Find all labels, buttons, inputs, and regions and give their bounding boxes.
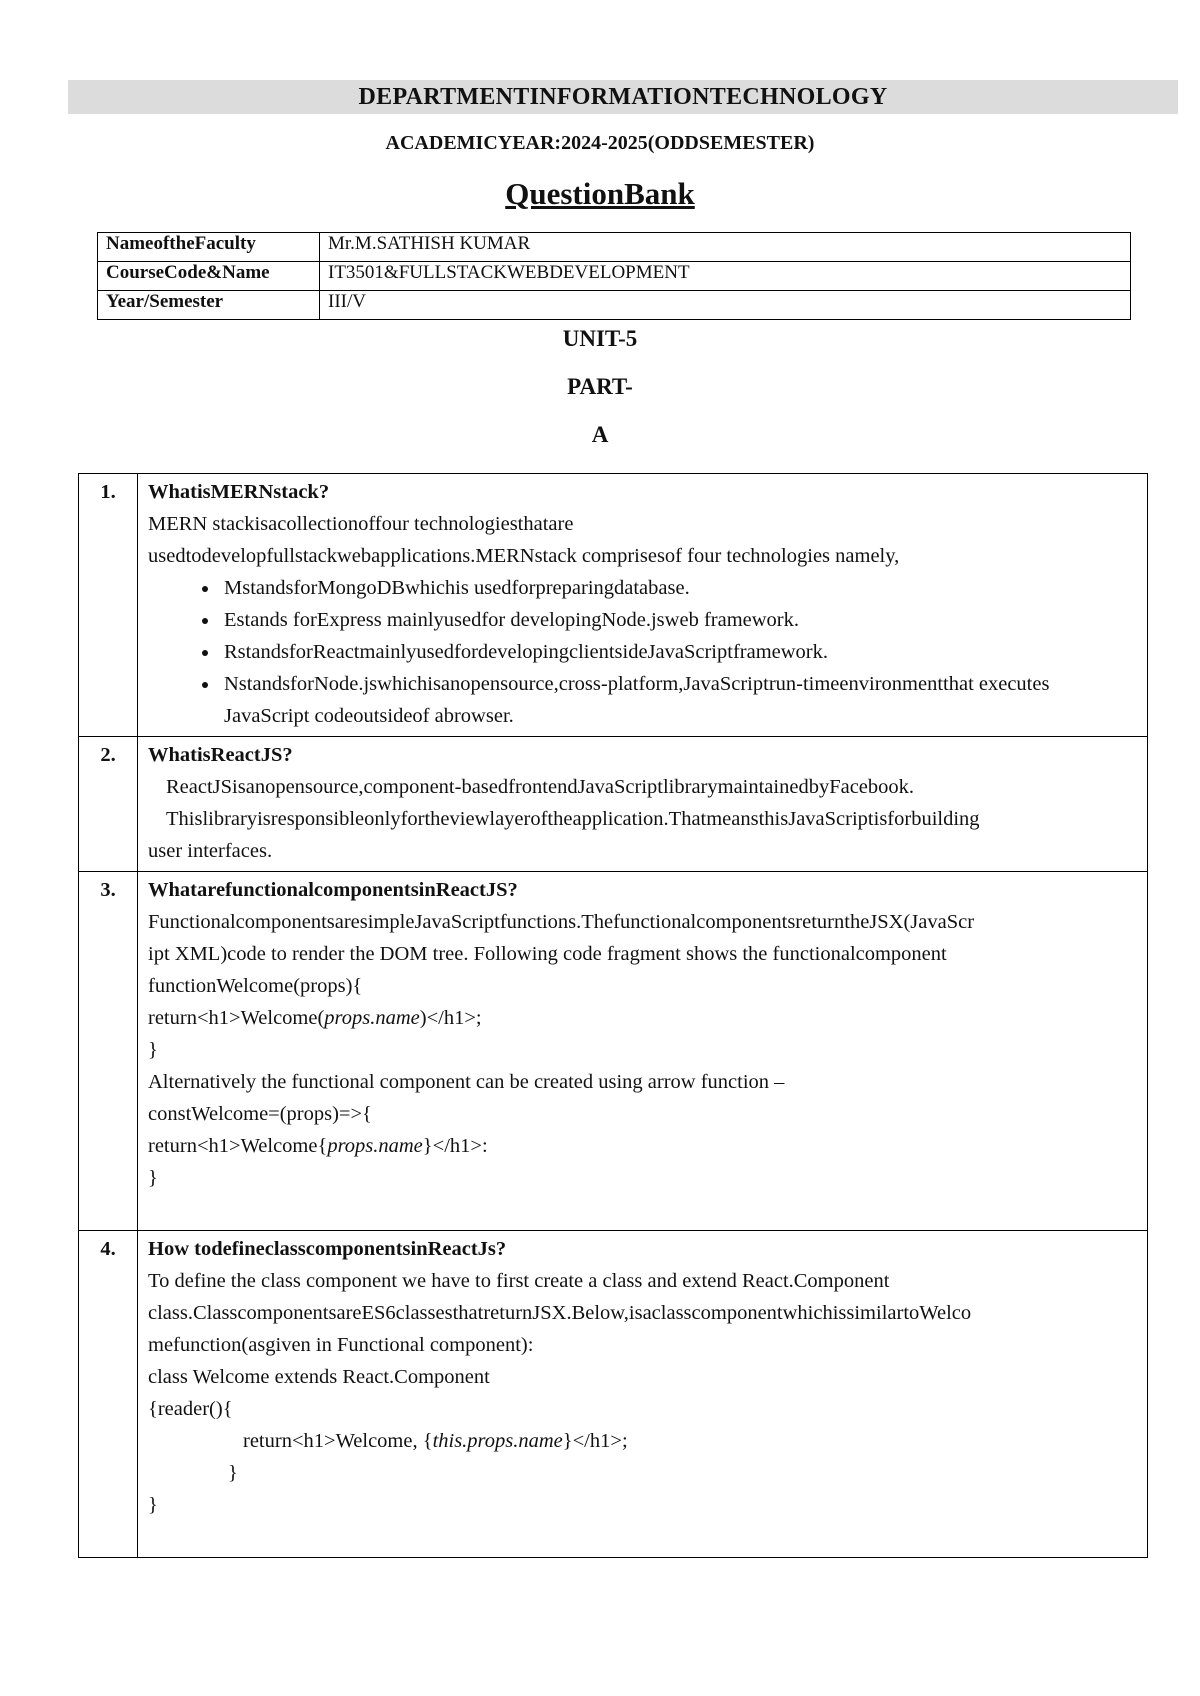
list-item: • NstandsforNode.jswhichisanopensource,cross-platform,JavaScriptrun-timeenvironmentthat executes JavaScript codeoutsideof abrowser. xyxy=(220,668,1137,732)
question-row xyxy=(79,1231,1148,1558)
list-item: • RstandsforReactmainlyusedfordevelopingclientsideJavaScriptframework. xyxy=(220,636,1137,668)
code-text: )</h1>; xyxy=(419,1007,482,1029)
code-italic: props.name xyxy=(327,1135,423,1157)
code-text: return<h1>Welcome, { xyxy=(243,1430,433,1452)
code-italic: this.props.name xyxy=(432,1430,563,1452)
answer-line: ReactJSisanopensource,component-basedfrontendJavaScriptlibrarymaintainedbyFacebook. xyxy=(166,776,915,798)
question-cell xyxy=(138,474,1148,737)
answer-line: mefunction(asgiven in Functional component): xyxy=(148,1334,534,1356)
info-row-course xyxy=(98,262,1131,291)
department-heading: DEPARTMENTINFORMATIONTECHNOLOGY xyxy=(68,80,1178,114)
code-line: } xyxy=(148,1167,158,1189)
answer-line: user interfaces. xyxy=(148,840,273,862)
code-line: } xyxy=(228,1462,238,1484)
question-table xyxy=(78,473,1148,1558)
answer-line: ipt XML)code to render the DOM tree. Following code fragment shows the functionalcomponent xyxy=(148,943,947,965)
answer-line: To define the class component we have to first create a class and extend React.Component xyxy=(148,1270,890,1292)
question-text: WhatarefunctionalcomponentsinReactJS? xyxy=(148,879,518,901)
code-line: class Welcome extends React.Component xyxy=(148,1366,490,1388)
answer-line: MERN stackisacollectionoffour technologiesthatare xyxy=(148,513,574,535)
info-value: IT3501&FULLSTACKWEBDEVELOPMENT xyxy=(320,262,1131,291)
code-line: {reader(){ xyxy=(148,1398,233,1420)
unit-heading: UNIT-5 xyxy=(562,326,638,351)
code-line: } xyxy=(148,1494,158,1516)
answer-line: usedtodevelopfullstackwebapplications.MERNstack comprisesof four technologies namely, xyxy=(148,545,900,567)
question-row xyxy=(79,737,1148,872)
code-text: return<h1>Welcome{ xyxy=(148,1135,328,1157)
code-text: }</h1>: xyxy=(422,1135,488,1157)
question-row xyxy=(79,474,1148,737)
code-line: } xyxy=(148,1039,158,1061)
code-line: functionWelcome(props){ xyxy=(148,975,363,997)
code-italic: props.name xyxy=(324,1007,420,1029)
bullet-list xyxy=(148,572,1137,732)
info-row-faculty xyxy=(98,233,1131,262)
question-text: WhatisMERNstack? xyxy=(148,481,330,503)
code-line xyxy=(148,1425,1137,1457)
list-item: • MstandsforMongoDBwhichis usedforpreparingdatabase. xyxy=(220,572,1137,604)
info-value: Mr.M.SATHISH KUMAR xyxy=(320,233,1131,262)
code-line xyxy=(148,1130,1137,1162)
part-heading: PART- xyxy=(567,374,633,399)
question-cell xyxy=(138,737,1148,872)
code-text: return<h1>Welcome( xyxy=(148,1007,325,1029)
question-cell xyxy=(138,1231,1148,1558)
code-line: constWelcome=(props)=>{ xyxy=(148,1103,372,1125)
code-line xyxy=(148,1002,1137,1034)
page-title: QuestionBank xyxy=(505,176,695,211)
answer-line: Thislibraryisresponsibleonlyfortheviewlayeroftheapplication.ThatmeansthisJavaScriptisforbuilding xyxy=(166,808,980,830)
info-label: NameoftheFaculty xyxy=(98,233,320,262)
info-row-year xyxy=(98,291,1131,320)
question-cell xyxy=(138,872,1148,1231)
list-item: • Estands forExpress mainlyusedfor developingNode.jsweb framework. xyxy=(220,604,1137,636)
course-info-table xyxy=(97,232,1131,320)
question-number: 3. xyxy=(79,872,138,1231)
question-number: 1. xyxy=(79,474,138,737)
question-number: 4. xyxy=(79,1231,138,1558)
question-number: 2. xyxy=(79,737,138,872)
answer-line: Alternatively the functional component can be created using arrow function – xyxy=(148,1071,785,1093)
info-value: III/V xyxy=(320,291,1131,320)
info-label: Year/Semester xyxy=(98,291,320,320)
part-letter: A xyxy=(591,422,609,447)
question-text: WhatisReactJS? xyxy=(148,744,293,766)
academic-year: ACADEMICYEAR:2024-2025(ODDSEMESTER) xyxy=(385,132,815,154)
info-label: CourseCode&Name xyxy=(98,262,320,291)
question-text: How todefineclasscomponentsinReactJs? xyxy=(148,1238,507,1260)
answer-line: FunctionalcomponentsaresimpleJavaScriptfunctions.ThefunctionalcomponentsreturntheJSX(JavaScr xyxy=(148,911,975,933)
question-row xyxy=(79,872,1148,1231)
code-text: }</h1>; xyxy=(562,1430,628,1452)
answer-line: class.ClasscomponentsareES6classesthatreturnJSX.Below,isaclasscomponentwhichissimilartoWelco xyxy=(148,1302,972,1324)
